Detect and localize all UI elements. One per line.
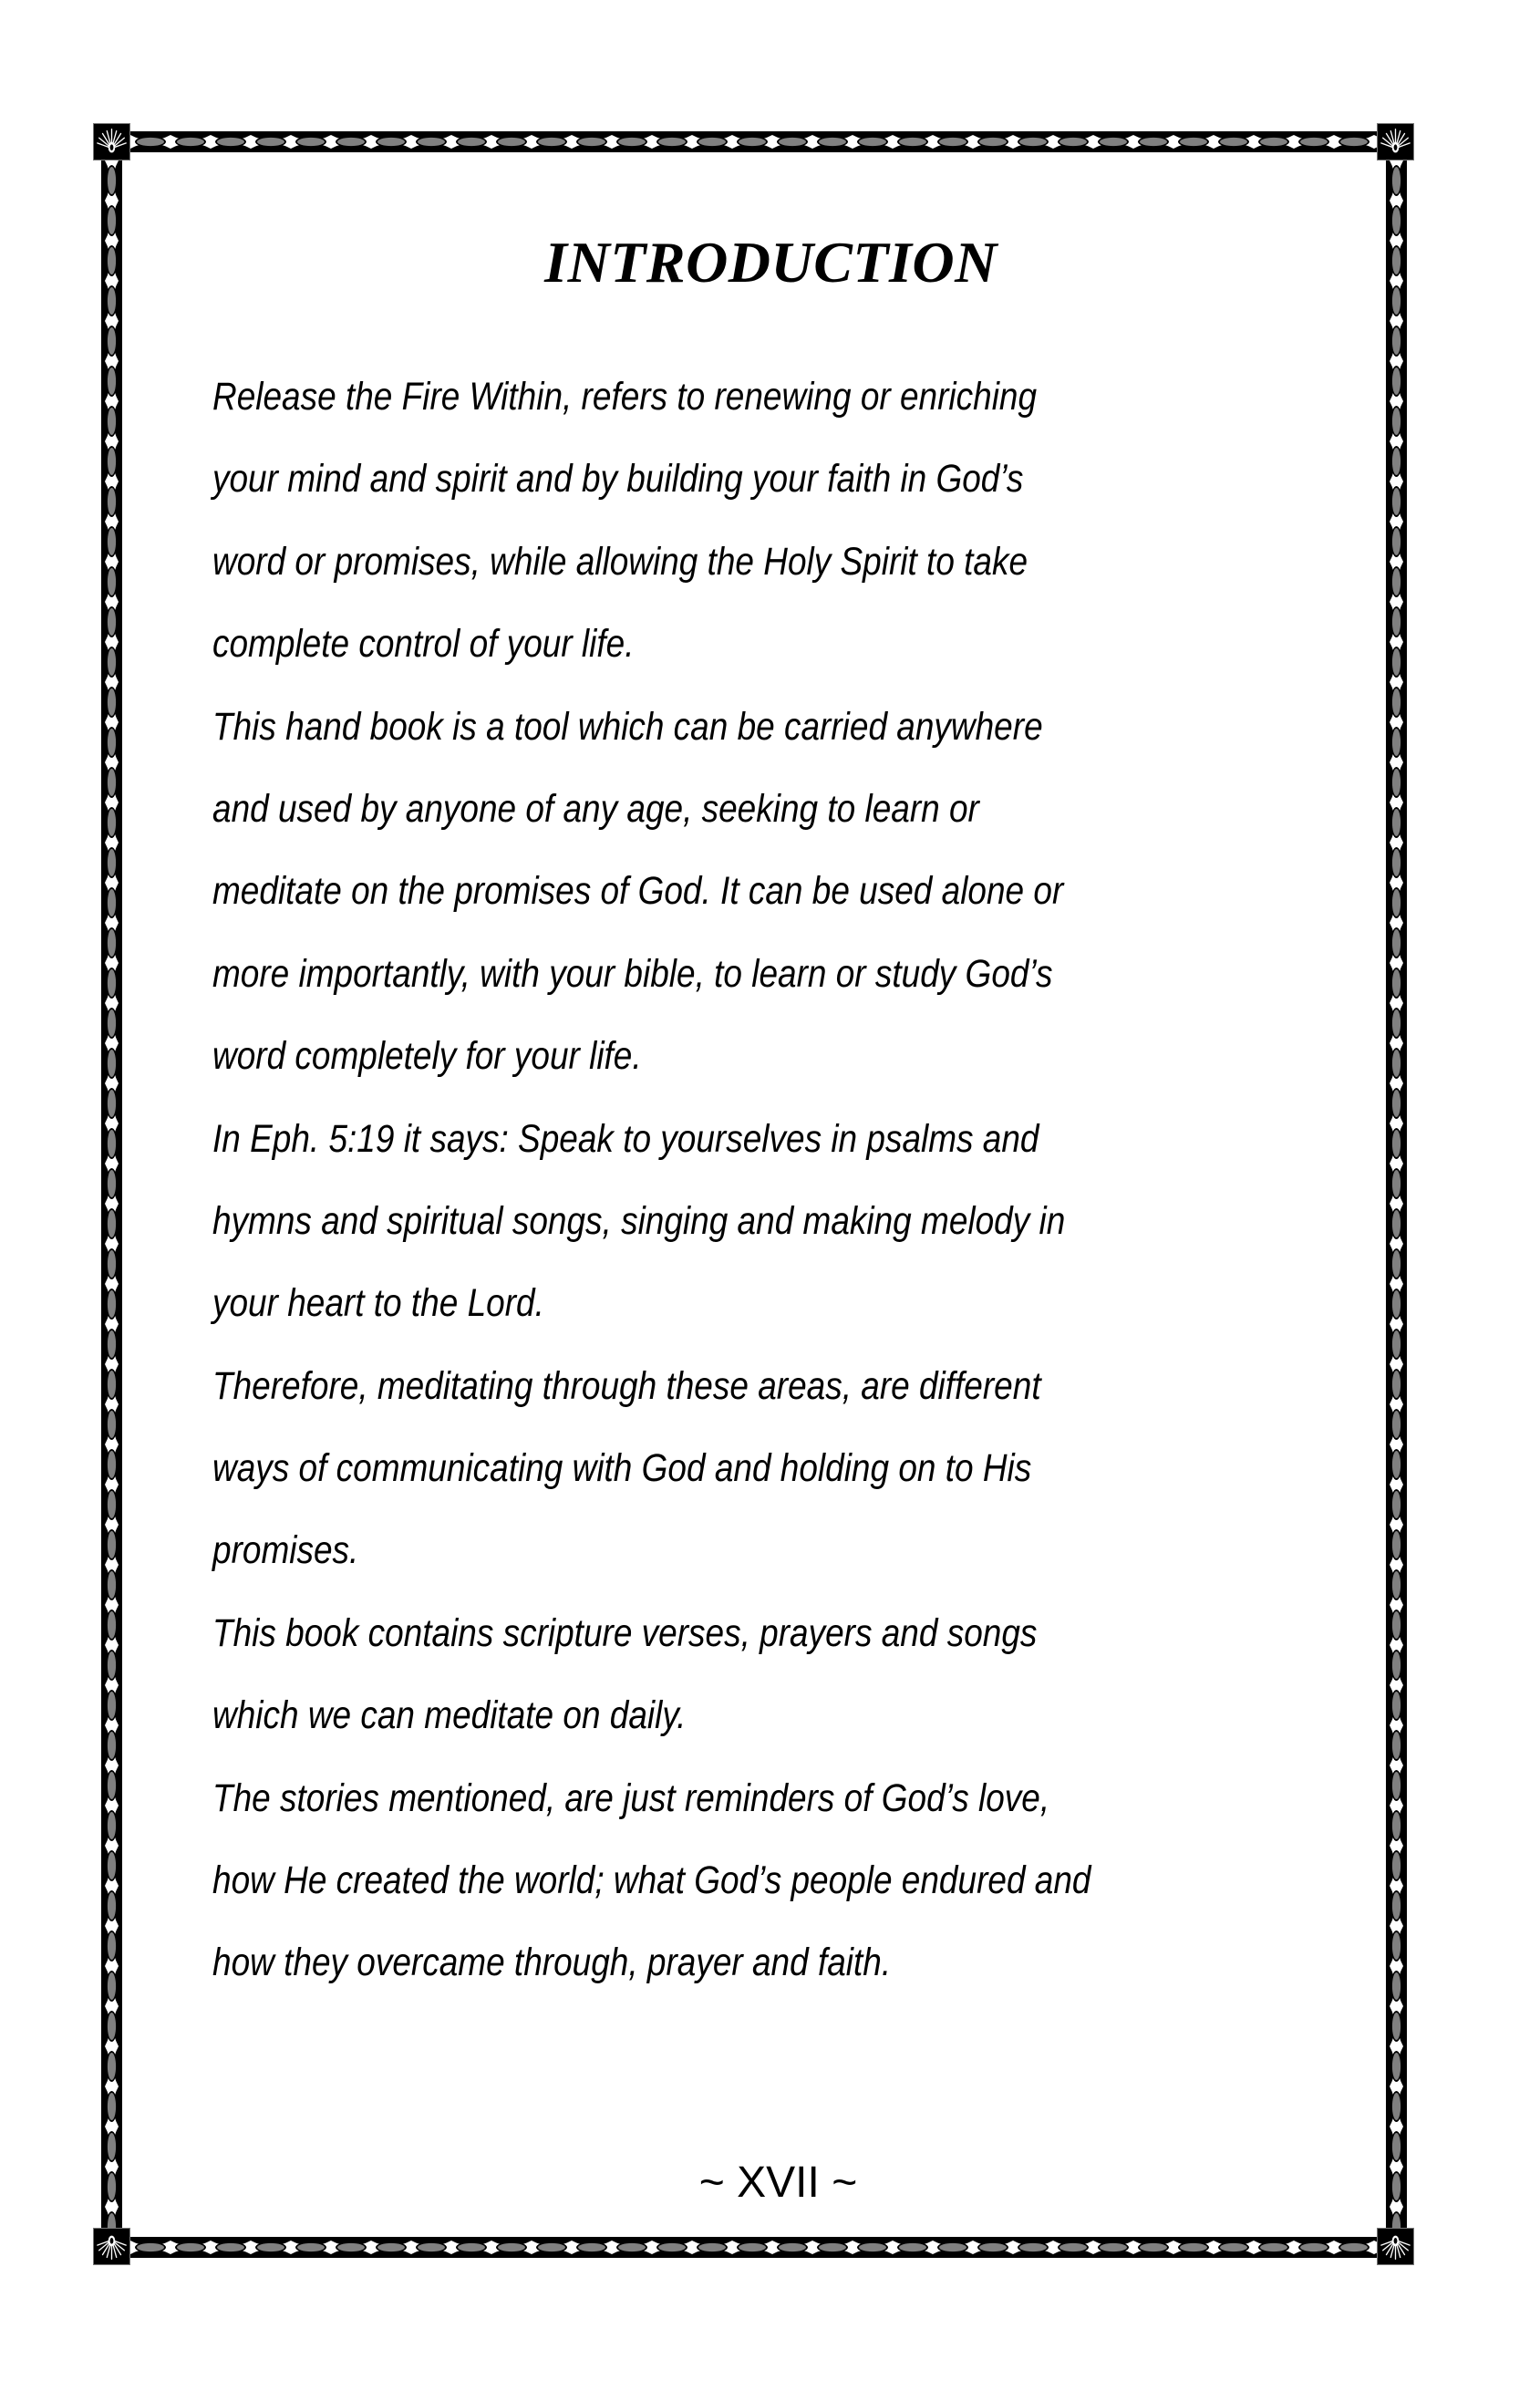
oval-chain-pattern (101, 160, 122, 2228)
text-line: complete control of your life. (212, 622, 635, 667)
frame-left-border (101, 160, 122, 2228)
oval-chain-pattern (130, 131, 1377, 152)
flower-burst-icon (94, 124, 129, 160)
frame-corner-top-left (93, 123, 130, 160)
text-line: This hand book is a tool which can be carried anywhere (212, 704, 1043, 749)
frame-corner-bottom-left (93, 2228, 130, 2265)
text-line: which we can meditate on daily. (212, 1693, 687, 1738)
frame-top-border (130, 131, 1377, 152)
oval-chain-pattern (1386, 160, 1407, 2228)
text-line: your mind and spirit and by building your faith in God’s (212, 457, 1024, 502)
text-line: This book contains scripture verses, prayers and songs (212, 1610, 1038, 1655)
body-text (212, 356, 1310, 2004)
text-line: Release the Fire Within, refers to renewing or enriching (212, 375, 1038, 419)
frame-bottom-border (130, 2237, 1377, 2258)
text-line: Therefore, meditating through these areas, are different (212, 1363, 1041, 1408)
text-line: meditate on the promises of God. It can be used alone or (212, 869, 1064, 914)
flower-burst-icon (94, 2229, 129, 2264)
text-line: more importantly, with your bible, to learn or study God’s (212, 951, 1053, 996)
text-line: promises. (212, 1528, 359, 1573)
text-line: how He created the world; what God’s people endured and (212, 1858, 1091, 1903)
text-line: word completely for your life. (212, 1034, 642, 1079)
text-line: and used by anyone of any age, seeking to learn or (212, 786, 979, 831)
text-line: your heart to the Lord. (212, 1281, 544, 1326)
text-line: The stories mentioned, are just reminders of God’s love, (212, 1775, 1050, 1820)
text-line: word or promises, while allowing the Holy Spirit to take (212, 539, 1028, 584)
frame-corner-bottom-right (1377, 2228, 1414, 2265)
page-number: ~ XVII ~ (698, 2158, 858, 2207)
frame-corner-top-right (1377, 123, 1414, 160)
page-title: INTRODUCTION (544, 230, 997, 295)
text-line: how they overcame through, prayer and faith. (212, 1941, 892, 1985)
flower-burst-icon (1378, 2229, 1413, 2264)
flower-burst-icon (1378, 124, 1413, 160)
text-line: hymns and spiritual songs, singing and making melody in (212, 1198, 1066, 1243)
text-line: ways of communicating with God and holding on to His (212, 1446, 1032, 1491)
frame-right-border (1386, 160, 1407, 2228)
text-line: In Eph. 5:19 it says: Speak to yourselves in psalms and (212, 1116, 1039, 1161)
oval-chain-pattern (130, 2237, 1377, 2258)
